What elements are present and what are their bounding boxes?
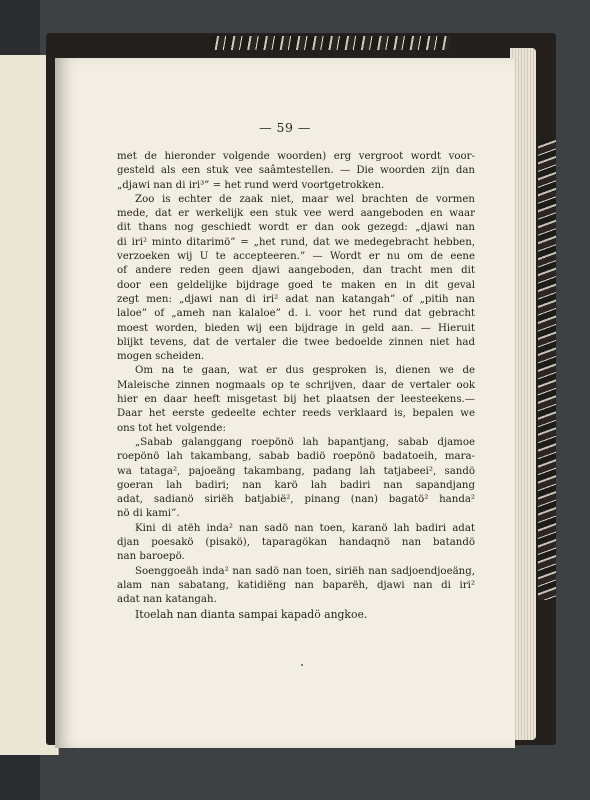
paragraph xyxy=(117,150,475,193)
text-line: „djawi nan di iri³” = het rund werd voortgetrokken. xyxy=(117,179,385,191)
text-line: moest worden, bieden wij een bijdrage in geld aan. — Hieruit xyxy=(117,322,475,334)
text-line: ons tot het volgende: xyxy=(117,422,226,434)
paragraph xyxy=(117,193,475,365)
text-line: of andere reden geen djawi aangeboden, dan tracht men dit xyxy=(117,265,475,277)
page-text-block xyxy=(117,150,475,622)
text-line: zegt men: „djawi nan di iri² adat nan katangah” of „pitih nan xyxy=(117,293,475,305)
text-line: adat, sadianö siriëh batjabië², pinang (nan) bagatö² handa² xyxy=(117,494,475,506)
text-line: Om na te gaan, wat er dus gesproken is, dienen we de xyxy=(135,365,475,377)
marbled-cover-side xyxy=(538,140,556,600)
text-line: wa tataga², pajoeäng takambang, padang lah tatjabeei², sandö xyxy=(117,465,475,477)
text-line: roepönö lah takambang, sabab badiö roepönö badatoeih, mara- xyxy=(117,451,475,463)
text-line: Daar het eerste gedeelte echter reeds verklaard is, bepalen we xyxy=(117,408,475,420)
paragraph xyxy=(117,436,475,522)
book-page xyxy=(55,58,515,748)
text-line: nö di kami”. xyxy=(117,508,180,520)
text-line: adat nan katangah. xyxy=(117,594,217,606)
text-line: di iri² minto ditarimö” = „het rund, dat we medegebracht hebben, xyxy=(117,236,475,248)
text-line: verzoeken wij U te accepteeren.” — Wordt er nu om de eene xyxy=(117,251,475,263)
text-line: Soenggoeäh inda² nan sadö nan toen, siriëh nan sadjoendjoeäng, xyxy=(135,565,475,577)
text-line: Maleische zinnen nogmaals op te schrijven, daar de vertaler ook xyxy=(117,379,475,391)
text-line: hier en daar heeft misgetast bij het plaatsen der leesteekens.— xyxy=(117,394,475,406)
text-line: door een geldelijke bijdrage goed te maken en in dit geval xyxy=(117,279,475,291)
text-line: nan baroepö. xyxy=(117,551,185,563)
text-line: gesteld als een stuk vee saâmtestellen. — Die woorden zijn dan xyxy=(117,165,475,177)
text-line: alam nan sabatang, katidiëng nan baparëh, djawi nan di iri² xyxy=(117,579,475,591)
text-line: mede, dat er werkelijk een stuk vee werd aangeboden en waar xyxy=(117,208,475,220)
text-line: mogen scheiden. xyxy=(117,351,205,363)
text-line: Zoo is echter de zaak niet, maar wel brachten de vormen xyxy=(135,193,475,205)
marbled-cover-top xyxy=(210,36,450,50)
page-number: — 59 — xyxy=(259,120,311,135)
text-line: dit thans nog geschiedt wordt er dan ook gezegd: „djawi nan xyxy=(117,222,475,234)
paragraph xyxy=(117,608,475,622)
text-line: laloe” of „ameh nan kalaloe” d. i. voor het rund dat gebracht xyxy=(117,308,475,320)
text-line: Itoelah nan dianta sampai kapadö angkoe. xyxy=(135,607,368,621)
text-line: „Sabab galanggang roepönö lah bapantjang, sabab djamoe xyxy=(135,436,475,448)
text-line: blijkt tevens, dat de vertaler die twee bedoelde zinnen niet had xyxy=(117,336,475,348)
paragraph xyxy=(117,522,475,565)
text-line: djan poesakö (pisakö), taparagökan handaqnö nan batandö xyxy=(117,537,475,549)
paragraph xyxy=(117,364,475,435)
text-line: goeran lah badiri; nan karö lah badiri nan sapandjang xyxy=(117,479,475,491)
text-line: met de hieronder volgende woorden) erg vergroot wordt voor- xyxy=(117,151,475,162)
text-line: Kini di atëh inda² nan sadö nan toen, karanö lah badiri adat xyxy=(135,522,475,534)
page-speck xyxy=(301,664,303,666)
paragraph xyxy=(117,565,475,608)
